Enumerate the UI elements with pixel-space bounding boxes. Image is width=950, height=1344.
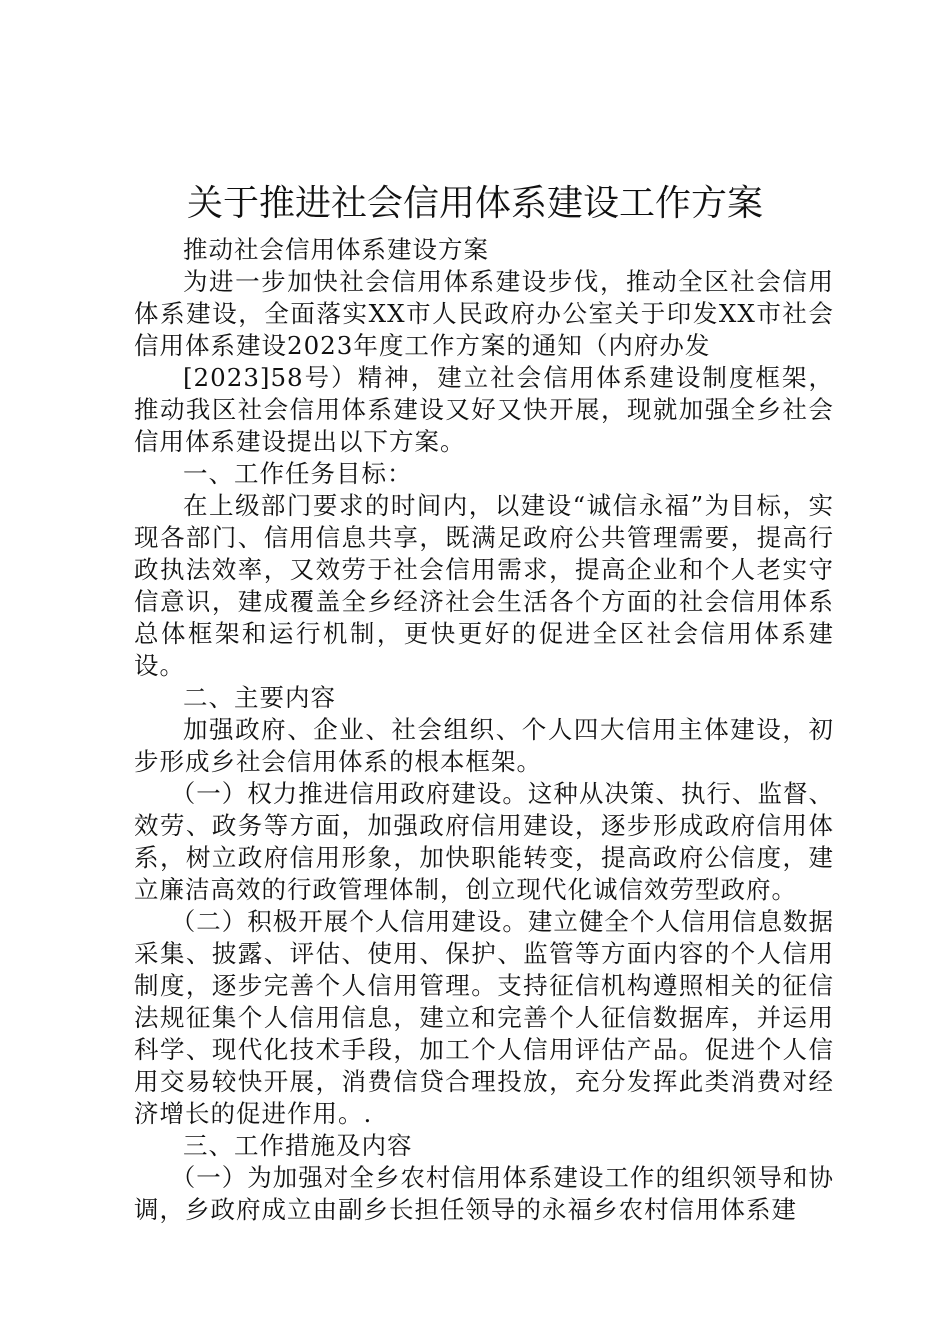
paragraph-intro-continued: [2023]58号）精神，建立社会信用体系建设制度框架，推动我区社会信用体系建设又好又快开展，现就加强全乡社会信用体系建设提出以下方案。 [134, 363, 834, 456]
paragraph-measures: （一）为加强对全乡农村信用体系建设工作的组织领导和协调，乡政府成立由副乡长担任领导的永福乡农村信用体系建 [134, 1163, 834, 1224]
section-heading-3: 三、工作措施及内容 [183, 1131, 413, 1160]
paragraph-intro: 为进一步加快社会信用体系建设步伐，推动全区社会信用体系建设，全面落实XX市人民政府办公室关于印发XX市社会信用体系建设2023年度工作方案的通知（内府办发 [134, 267, 834, 360]
paragraph-government-credit: （一）权力推进信用政府建设。这种从决策、执行、监督、效劳、政务等方面，加强政府信用建设，逐步形成政府信用体系，树立政府信用形象，加快职能转变，提高政府公信度，建立廉洁高效的行政管理体制，创立现代化诚信效劳型政府。 [134, 779, 834, 904]
paragraph-main-content: 加强政府、企业、社会组织、个人四大信用主体建设，初步形成乡社会信用体系的根本框架。 [134, 715, 834, 776]
document-title: 关于推进社会信用体系建设工作方案 [186, 183, 763, 224]
paragraph-goals: 在上级部门要求的时间内，以建设“诚信永福”为目标，实现各部门、信用信息共享，既满足政府公共管理需要，提高行政执法效率，又效劳于社会信用需求，提高企业和个人老实守信意识，建成覆盖全乡经济社会生活各个方面的社会信用体系总体框架和运行机制，更快更好的促进全区社会信用体系建设。 [134, 491, 834, 680]
section-heading-1: 一、工作任务目标： [183, 459, 413, 488]
paragraph-subtitle: 推动社会信用体系建设方案 [183, 235, 489, 264]
section-heading-2: 二、主要内容 [183, 683, 336, 712]
document-body [134, 234, 834, 1226]
paragraph-personal-credit: （二）积极开展个人信用建设。建立健全个人信用信息数据采集、披露、评估、使用、保护、监管等方面内容的个人信用制度，逐步完善个人信用管理。支持征信机构遵照相关的征信法规征集个人信用信息，建立和完善个人征信数据库，并运用科学、现代化技术手段，加工个人信用评估产品。促进个人信用交易较快开展，消费信贷合理投放，充分发挥此类消费对经济增长的促进作用。. [134, 907, 834, 1128]
